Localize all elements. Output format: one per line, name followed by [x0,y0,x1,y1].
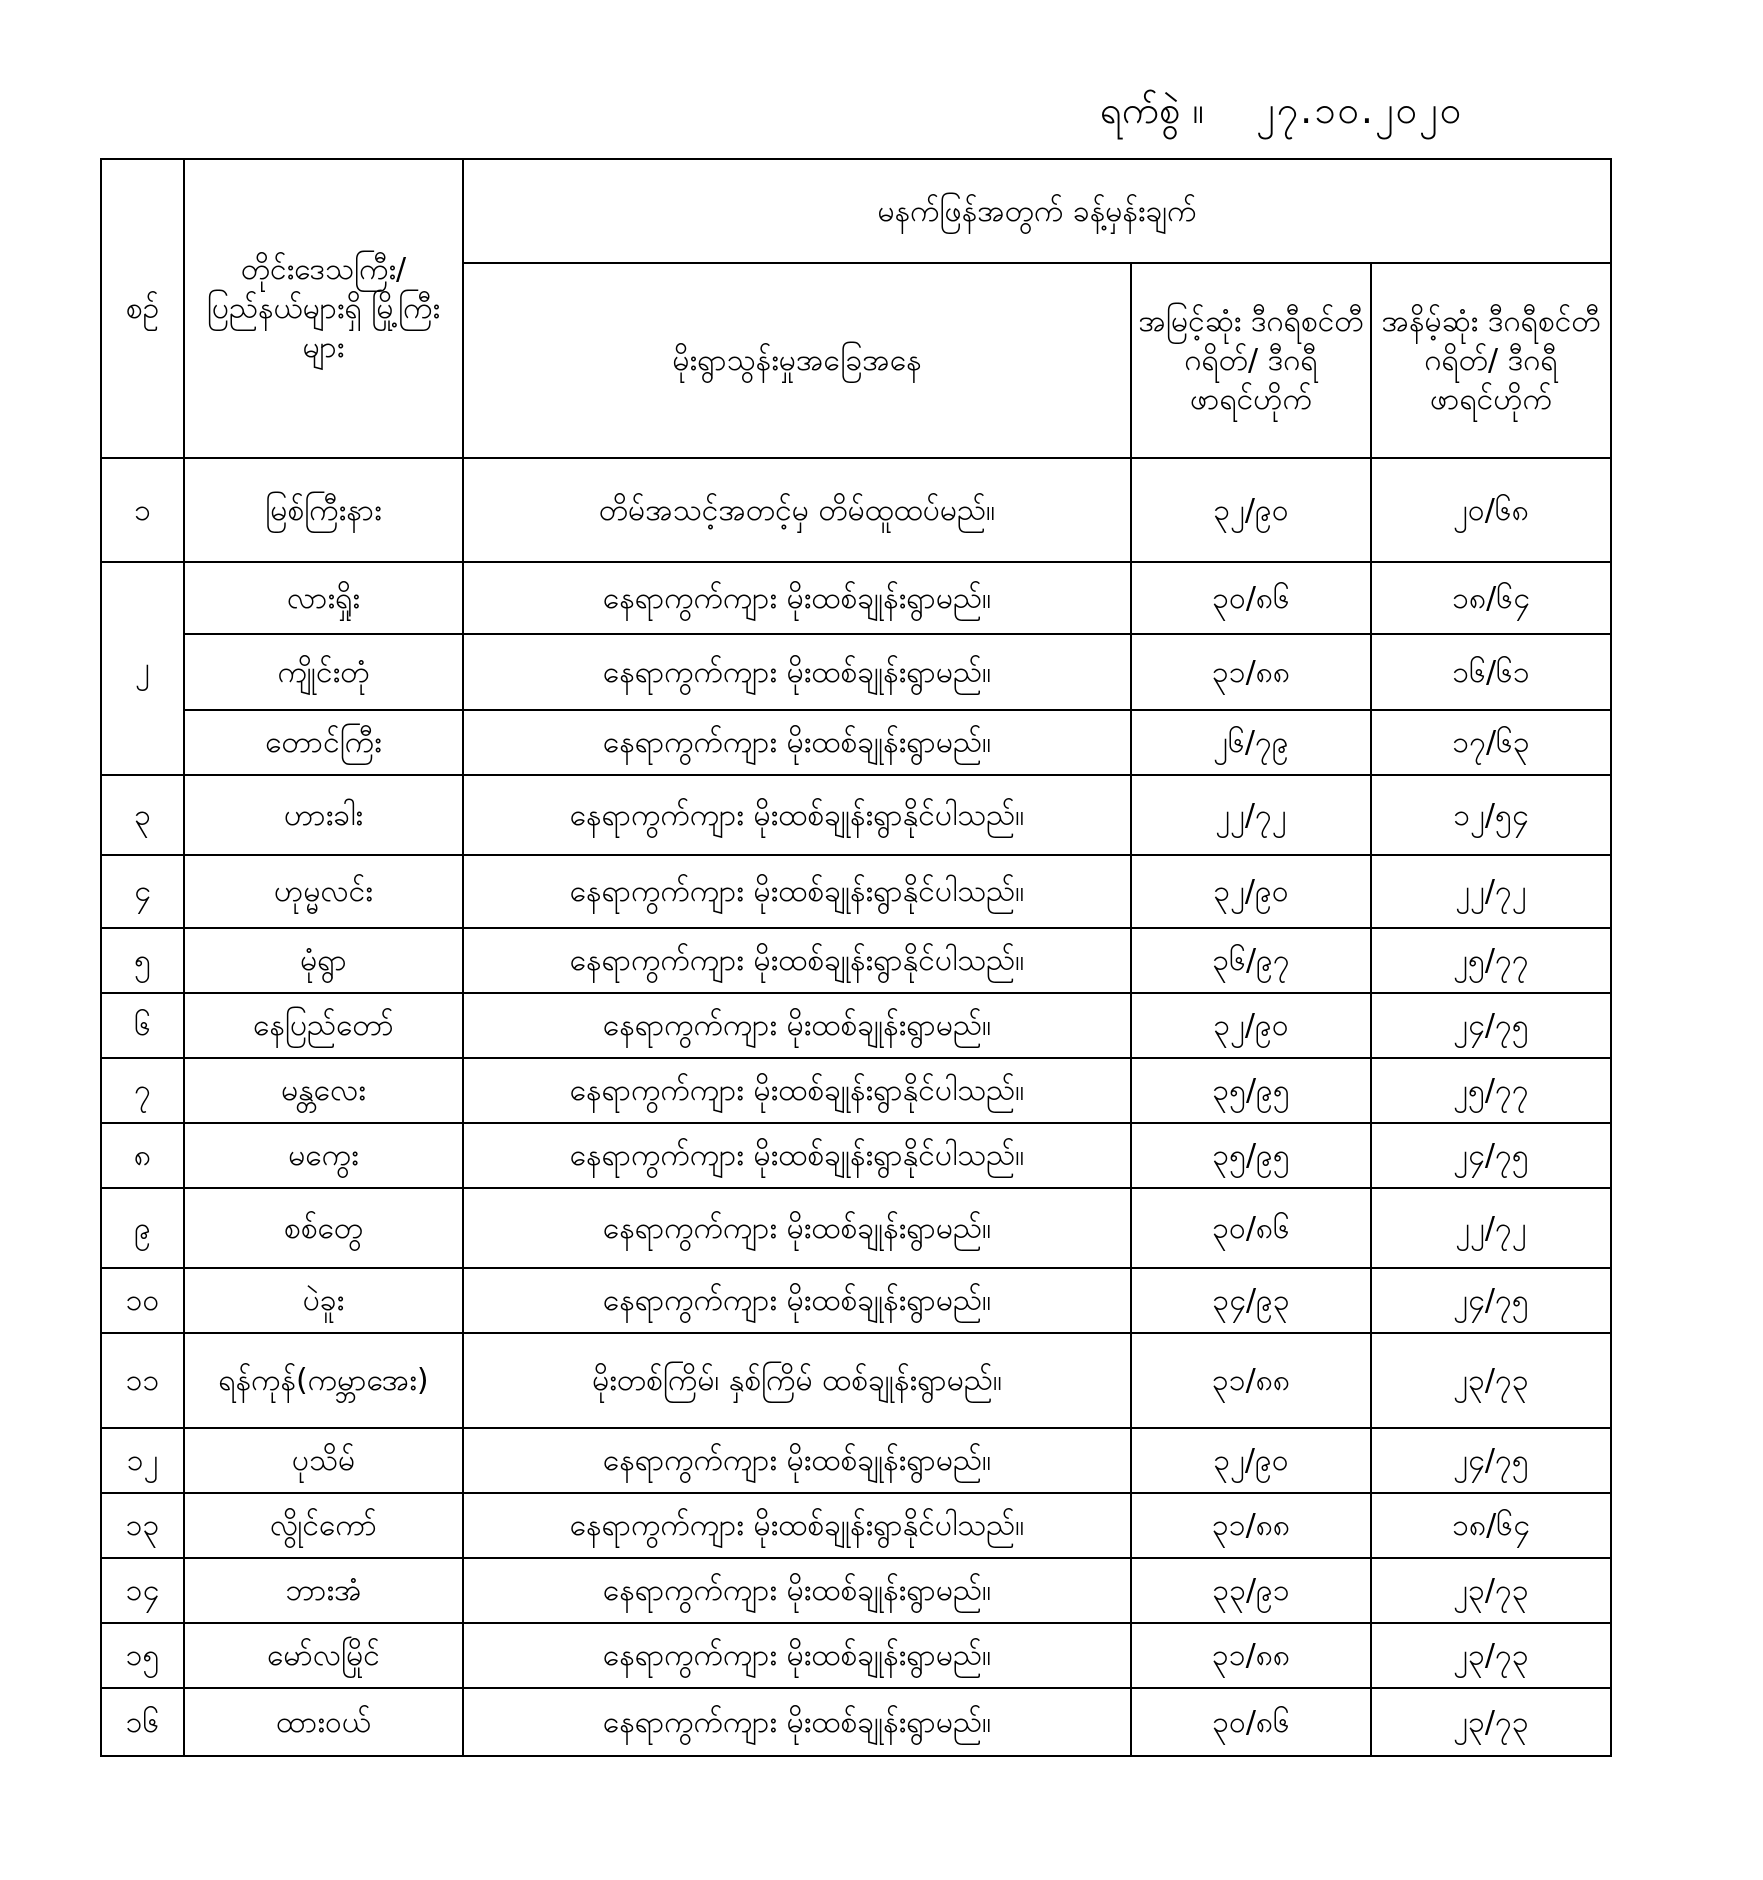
row-number-merged [101,562,184,775]
row-number: ၁ [101,458,184,562]
table-row [101,993,1611,1058]
rain-condition: နေရာကွက်ကျား မိုးထစ်ချုန်းရွာမည်။ [463,1688,1131,1756]
max-temperature: ၃၃/၉၁ [1131,1558,1371,1623]
row-number: ၂ [135,651,150,686]
min-temperature: ၂၃/၇၃ [1371,1558,1611,1623]
rain-condition: နေရာကွက်ကျား မိုးထစ်ချုန်းရွာမည်။ [463,634,1131,710]
table-row [101,775,1611,855]
max-temperature: ၂၆/၇၉ [1131,710,1371,775]
rain-condition: နေရာကွက်ကျား မိုးထစ်ချုန်းရွာနိုင်ပါသည်။ [463,1123,1131,1188]
rain-condition: နေရာကွက်ကျား မိုးထစ်ချုန်းရွာမည်။ [463,1428,1131,1493]
document-date [1100,82,1580,138]
city-name: မြစ်ကြီးနား [184,458,463,562]
rain-condition: နေရာကွက်ကျား မိုးထစ်ချုန်းရွာမည်။ [463,562,1131,634]
rain-condition: နေရာကွက်ကျား မိုးထစ်ချုန်းရွာမည်။ [463,710,1131,775]
row-number: ၆ [101,993,184,1058]
min-temperature: ၂၄/၇၅ [1371,993,1611,1058]
table-row [101,458,1611,562]
table-row [101,1493,1611,1558]
min-temperature: ၂၄/၇၅ [1371,1428,1611,1493]
city-name: ပဲခူး [184,1268,463,1333]
max-temperature: ၃၅/၉၅ [1131,1123,1371,1188]
max-temperature: ၃၀/၈၆ [1131,1688,1371,1756]
city-name: စစ်တွေ [184,1188,463,1268]
table-row [101,1623,1611,1688]
weather-forecast-table [100,158,1612,1757]
row-number: ၈ [101,1123,184,1188]
min-temperature: ၂၀/၆၈ [1371,458,1611,562]
max-temperature: ၃၂/၉၀ [1131,458,1371,562]
table-row [101,1123,1611,1188]
city-name: ရန်ကုန်(ကမ္ဘာအေး) [184,1333,463,1428]
min-temperature: ၂၄/၇၅ [1371,1123,1611,1188]
table-row [101,928,1611,993]
header-max-temp: အမြင့်ဆုံး ဒီဂရီစင်တီဂရိတ်/ ဒီဂရီဖာရင်ဟိုက် [1131,263,1371,458]
min-temperature: ၂၃/၇၃ [1371,1333,1611,1428]
city-name: မန္တလေး [184,1058,463,1123]
date-label: ရက်စွဲ ။ [1100,88,1204,132]
table-row [101,1688,1611,1756]
min-temperature: ၂၃/၇၃ [1371,1688,1611,1756]
max-temperature: ၃၁/၈၈ [1131,1623,1371,1688]
city-name: မော်လမြိုင် [184,1623,463,1688]
min-temperature: ၂၅/၇၇ [1371,928,1611,993]
rain-condition: နေရာကွက်ကျား မိုးထစ်ချုန်းရွာနိုင်ပါသည်။ [463,1058,1131,1123]
max-temperature: ၃၁/၈၈ [1131,1333,1371,1428]
min-temperature: ၂၃/၇၃ [1371,1623,1611,1688]
row-number: ၁၅ [101,1623,184,1688]
row-number: ၁၀ [101,1268,184,1333]
header-city: တိုင်းဒေသကြီး/ ပြည်နယ်များရှိ မြို့ကြီးများ [184,159,463,458]
row-number: ၁၄ [101,1558,184,1623]
rain-condition: နေရာကွက်ကျား မိုးထစ်ချုန်းရွာနိုင်ပါသည်။ [463,1493,1131,1558]
header-condition: မိုးရွာသွန်းမှုအခြေအနေ [463,263,1131,458]
city-name: ဘားအံ [184,1558,463,1623]
min-temperature: ၁၈/၆၄ [1371,1493,1611,1558]
max-temperature: ၃၀/၈၆ [1131,562,1371,634]
min-temperature: ၁၂/၅၄ [1371,775,1611,855]
min-temperature: ၁၇/၆၃ [1371,710,1611,775]
rain-condition: နေရာကွက်ကျား မိုးထစ်ချုန်းရွာမည်။ [463,1268,1131,1333]
table-row [101,855,1611,928]
max-temperature: ၃၀/၈၆ [1131,1188,1371,1268]
rain-condition: တိမ်အသင့်အတင့်မှ တိမ်ထူထပ်မည်။ [463,458,1131,562]
max-temperature: ၃၆/၉၇ [1131,928,1371,993]
city-name: မကွေး [184,1123,463,1188]
rain-condition: နေရာကွက်ကျား မိုးထစ်ချုန်းရွာနိုင်ပါသည်။ [463,775,1131,855]
min-temperature: ၁၆/၆၁ [1371,634,1611,710]
table-row [101,1558,1611,1623]
row-number: ၅ [101,928,184,993]
header-no: စဉ် [101,159,184,458]
max-temperature: ၃၁/၈၈ [1131,634,1371,710]
city-name: ပုသိမ် [184,1428,463,1493]
table-row [101,1428,1611,1493]
max-temperature: ၃၅/၉၅ [1131,1058,1371,1123]
city-name: မုံရွာ [184,928,463,993]
city-name: လားရှိုး [184,562,463,634]
city-name: နေပြည်တော် [184,993,463,1058]
rain-condition: နေရာကွက်ကျား မိုးထစ်ချုန်းရွာမည်။ [463,1188,1131,1268]
row-number: ၁၁ [101,1333,184,1428]
city-name: ကျိုင်းတုံ [184,634,463,710]
rain-condition: မိုးတစ်ကြိမ်၊ နှစ်ကြိမ် ထစ်ချုန်းရွာမည်။ [463,1333,1131,1428]
table-row [101,634,1611,710]
rain-condition: နေရာကွက်ကျား မိုးထစ်ချုန်းရွာနိုင်ပါသည်။ [463,855,1131,928]
rain-condition: နေရာကွက်ကျား မိုးထစ်ချုန်းရွာမည်။ [463,993,1131,1058]
table-row [101,1058,1611,1123]
min-temperature: ၂၅/၇၇ [1371,1058,1611,1123]
row-number: ၃ [101,775,184,855]
header-min-temp: အနိမ့်ဆုံး ဒီဂရီစင်တီဂရိတ်/ ဒီဂရီဖာရင်ဟိုက် [1371,263,1611,458]
city-name: ဟားခါး [184,775,463,855]
table-row [101,1268,1611,1333]
city-name: တောင်ကြီး [184,710,463,775]
max-temperature: ၃၂/၉၀ [1131,855,1371,928]
row-number: ၁၆ [101,1688,184,1756]
rain-condition: နေရာကွက်ကျား မိုးထစ်ချုန်းရွာနိုင်ပါသည်။ [463,928,1131,993]
row-number: ၉ [101,1188,184,1268]
row-number: ၁၂ [101,1428,184,1493]
rain-condition: နေရာကွက်ကျား မိုးထစ်ချုန်းရွာမည်။ [463,1558,1131,1623]
header-forecast-group: မနက်ဖြန်အတွက် ခန့်မှန်းချက် [463,159,1611,263]
table-row [101,562,1611,634]
max-temperature: ၃၂/၉၀ [1131,993,1371,1058]
min-temperature: ၁၈/၆၄ [1371,562,1611,634]
table-row [101,1333,1611,1428]
max-temperature: ၂၂/၇၂ [1131,775,1371,855]
rain-condition: နေရာကွက်ကျား မိုးထစ်ချုန်းရွာမည်။ [463,1623,1131,1688]
min-temperature: ၂၂/၇၂ [1371,1188,1611,1268]
max-temperature: ၃၄/၉၃ [1131,1268,1371,1333]
row-number: ၄ [101,855,184,928]
city-name: လွိုင်ကော် [184,1493,463,1558]
table-row [101,710,1611,775]
city-name: ထားဝယ် [184,1688,463,1756]
row-number: ၁၃ [101,1493,184,1558]
max-temperature: ၃၂/၉၀ [1131,1428,1371,1493]
min-temperature: ၂၄/၇၅ [1371,1268,1611,1333]
date-value: ၂၇.၁၀.၂၀၂၀ [1256,88,1464,132]
max-temperature: ၃၁/၈၈ [1131,1493,1371,1558]
min-temperature: ၂၂/၇၂ [1371,855,1611,928]
city-name: ဟုမ္မလင်း [184,855,463,928]
row-number: ၇ [101,1058,184,1123]
table-row [101,1188,1611,1268]
